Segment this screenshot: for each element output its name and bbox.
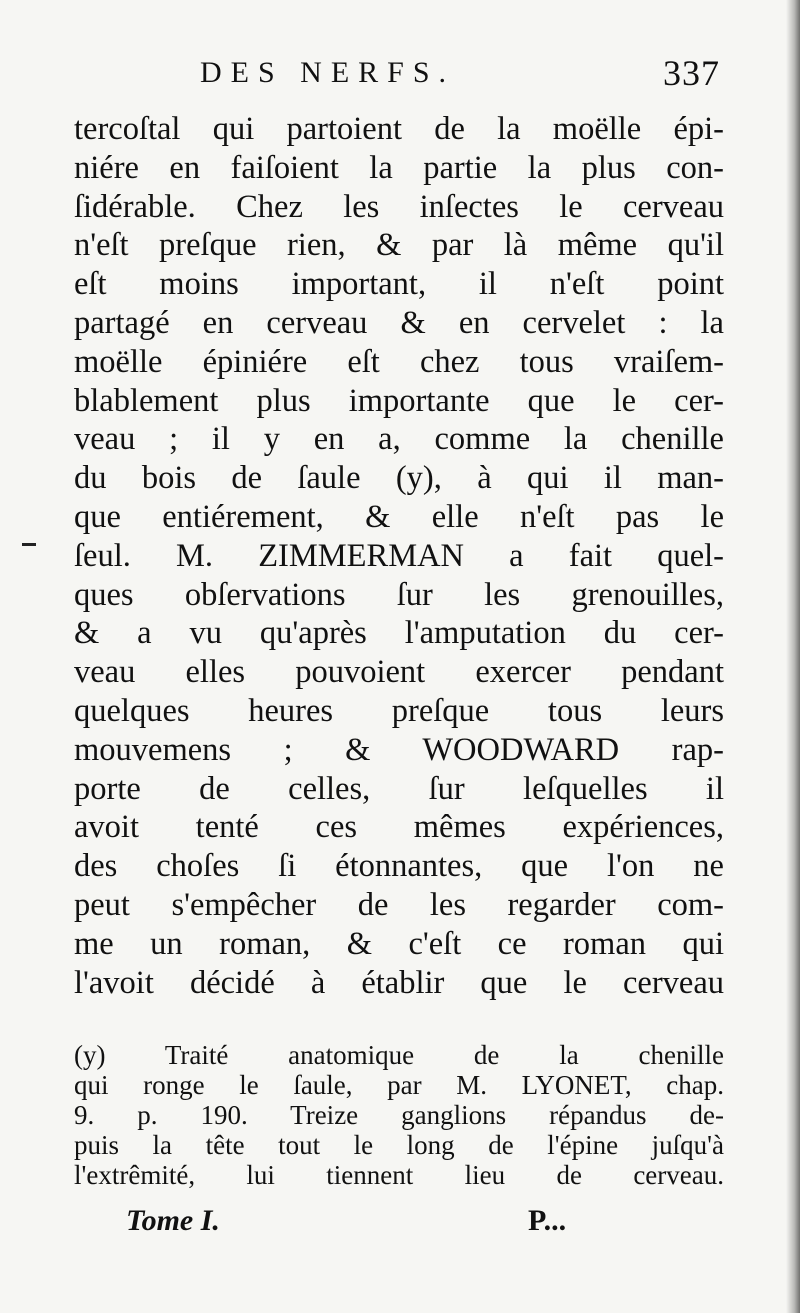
body-line: eſt moins important, il n'eſt point (74, 266, 724, 303)
page-number: 337 (663, 53, 720, 93)
body-line: quelques heures preſque tous leurs (74, 692, 724, 729)
body-line: l'avoit décidé à établir que le cerveau (74, 964, 724, 1001)
body-line: du bois de ſaule (y), à qui il man- (74, 460, 724, 497)
footnote (74, 1040, 724, 1190)
margin-mark (22, 543, 36, 546)
body-line: peut s'empêcher de les regarder com- (74, 886, 724, 923)
body-line: n'eſt preſque rien, & par là même qu'il (74, 227, 724, 264)
body-line: mouvemens ; & WOODWARD rap- (74, 731, 724, 768)
body-text (74, 110, 724, 1002)
footnote-line: 9. p. 190. Treize ganglions répandus de- (74, 1100, 724, 1130)
body-line: des choſes ſi étonnantes, que l'on ne (74, 848, 724, 885)
body-line: avoit tenté ces mêmes expériences, (74, 809, 724, 846)
body-line: porte de celles, ſur leſquelles il (74, 770, 724, 807)
body-line: que entiérement, & elle n'eſt pas le (74, 498, 724, 535)
body-line: & a vu qu'après l'amputation du cer- (74, 615, 724, 652)
body-line: moëlle épiniére eſt chez tous vraiſem- (74, 343, 724, 380)
body-line: veau ; il y en a, comme la chenille (74, 421, 724, 458)
volume-mark: Tome I. (126, 1204, 220, 1237)
signature-line (126, 1204, 586, 1244)
body-line: tercoſtal qui partoient de la moëlle épi- (74, 111, 724, 147)
signature-mark: P... (528, 1204, 567, 1237)
body-line: ſidérable. Chez les inſectes le cerveau (74, 188, 724, 225)
body-line: blablement plus importante que le cer- (74, 382, 724, 419)
running-head: DES NERFS. (200, 56, 456, 89)
footnote-line: qui ronge le ſaule, par M. LYONET, chap. (74, 1070, 724, 1100)
body-line: partagé en cerveau & en cervelet : la (74, 304, 724, 341)
footnote-line: puis la tête tout le long de l'épine juſqu'à (74, 1130, 724, 1160)
footnote-line: (y) Traité anatomique de la chenille (74, 1040, 724, 1070)
body-line: ques obſervations ſur les grenouilles, (74, 576, 724, 613)
footnote-line: l'extrêmité, lui tiennent lieu de cerveau. (74, 1160, 724, 1190)
body-line: me un roman, & c'eſt ce roman qui (74, 925, 724, 962)
body-line: ſeul. M. ZIMMERMAN a fait quel- (74, 537, 724, 574)
body-line: niére en faiſoient la partie la plus con- (74, 149, 724, 186)
page-header (200, 52, 720, 96)
body-line: veau elles pouvoient exercer pendant (74, 654, 724, 691)
